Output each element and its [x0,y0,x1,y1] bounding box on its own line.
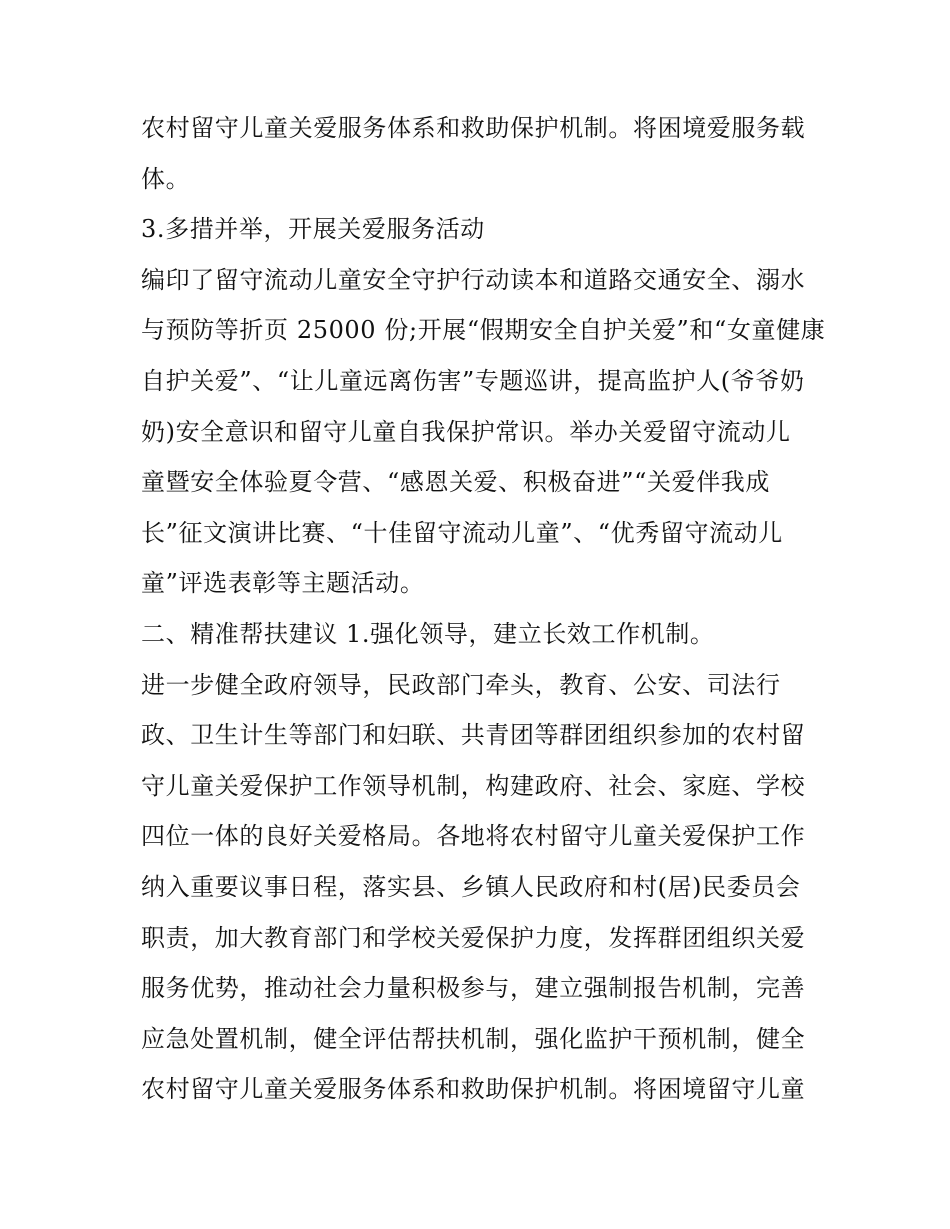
text-line: 长”征文演讲比赛、“十佳留守流动儿童”、“优秀留守流动儿 [141,518,783,547]
text-line: 应急处置机制，健全评估帮扶机制，强化监护干预机制，健全 [141,1024,806,1053]
text-line: 编印了留守流动儿童安全守护行动读本和道路交通安全、溺水 [141,265,806,294]
text-line: 农村留守儿童关爱服务体系和救助保护机制。将困境爱服务载 [141,114,806,142]
text-line: 农村留守儿童关爱服务体系和救助保护机制。将困境留守儿童 [141,1075,806,1104]
text-line: 政、卫生计生等部门和妇联、共青团等群团组织参加的农村留 [141,721,806,750]
section-heading: 二、精准帮扶建议 1.强化领导，建立长效工作机制。 [141,619,715,648]
text-line: 童暨安全体验夏令营、“感恩关爱、积极奋进”“关爱伴我成 [141,468,771,497]
text-line: 守儿童关爱保护工作领导机制，构建政府、社会、家庭、学校 [141,771,806,800]
text-line: 服务优势，推动社会力量积极参与，建立强制报告机制，完善 [141,974,806,1003]
text-line: 与预防等折页 25000 份;开展“假期安全自护关爱”和“女童健康 [141,316,826,345]
text-line: 自护关爱”、“让儿童远离伤害”专题巡讲，提高监护人(爷爷奶 [141,366,805,395]
text-line: 纳入重要议事日程，落实县、乡镇人民政府和村(居)民委员会 [141,872,801,901]
text-line: 奶)安全意识和留守儿童自我保护常识。举办关爱留守流动儿 [141,417,791,446]
text-line: 进一步健全政府领导，民政部门牵头，教育、公安、司法行 [141,670,781,699]
text-line: 职责，加大教育部门和学校关爱保护力度，发挥群团组织关爱 [141,923,806,952]
text-line: 体。 [141,164,191,193]
section-heading: 3.多措并举，开展关爱服务活动 [141,215,485,244]
text-line: 童”评选表彰等主题活动。 [141,569,425,598]
body-text [141,103,826,1115]
text-line: 四位一体的良好关爱格局。各地将农村留守儿童关爱保护工作 [141,822,806,851]
